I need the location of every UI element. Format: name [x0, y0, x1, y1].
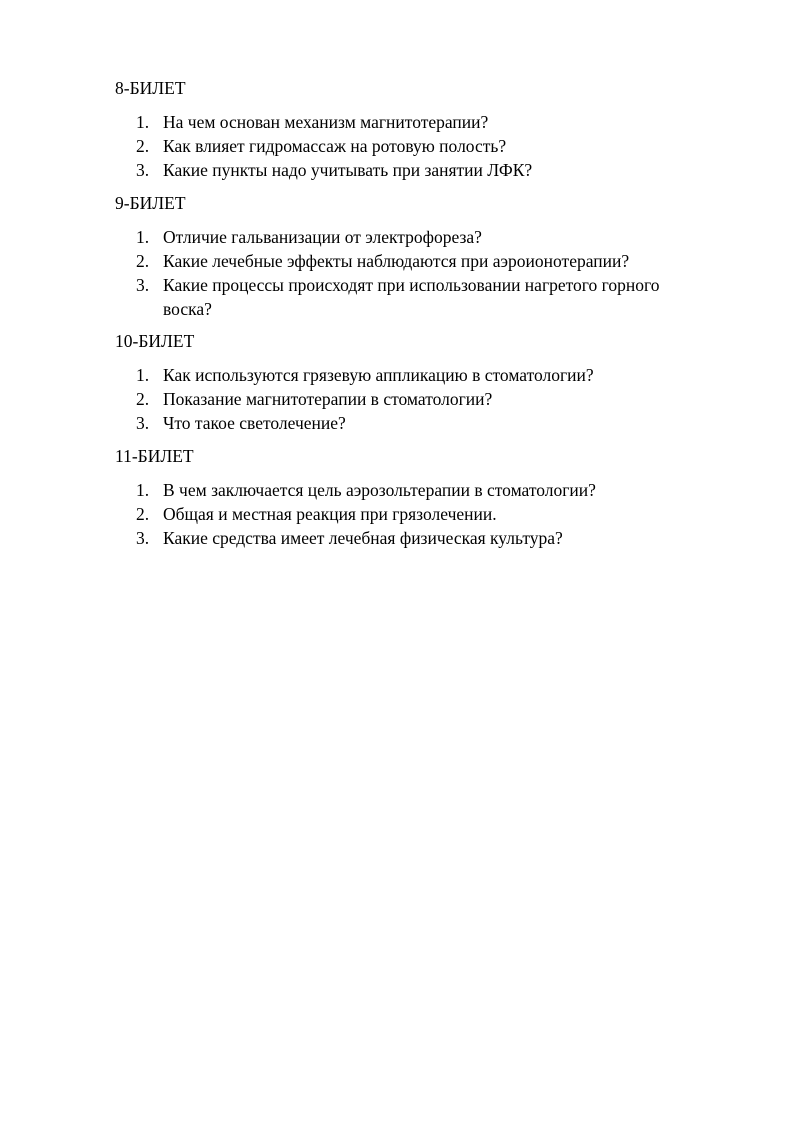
list-item	[0, 110, 800, 134]
question-list	[0, 110, 800, 182]
question-text: Отличие гальванизации от электрофореза?	[163, 227, 482, 247]
list-item	[0, 502, 800, 526]
question-number: 2.	[136, 389, 150, 409]
list-item	[0, 249, 800, 273]
question-number: 3.	[136, 275, 150, 295]
ticket-title: 11-БИЛЕТ	[115, 446, 194, 466]
question-number: 3.	[136, 160, 150, 180]
question-list	[0, 363, 800, 435]
list-item	[0, 387, 800, 411]
question-number: 3.	[136, 413, 150, 433]
question-text: Как используются грязевую аппликацию в стоматологии?	[163, 365, 594, 385]
question-text: Показание магнитотерапии в стоматологии?	[163, 389, 493, 409]
list-item	[0, 273, 800, 321]
ticket-title: 10-БИЛЕТ	[115, 331, 195, 351]
question-text: Как влияет гидромассаж на ротовую полость?	[163, 136, 507, 156]
question-text: Какие лечебные эффекты наблюдаются при аэроионотерапии?	[163, 251, 630, 271]
list-item	[0, 134, 800, 158]
ticket-title: 9-БИЛЕТ	[115, 193, 186, 213]
question-number: 1.	[136, 480, 150, 500]
list-item	[0, 411, 800, 435]
question-text: Какие пункты надо учитывать при занятии ЛФК?	[163, 160, 533, 180]
ticket-title: 8-БИЛЕТ	[115, 78, 186, 98]
question-number: 1.	[136, 365, 150, 385]
question-number: 2.	[136, 136, 150, 156]
question-list	[0, 478, 800, 550]
list-item	[0, 158, 800, 182]
question-text: Какие средства имеет лечебная физическая культура?	[163, 528, 563, 548]
question-number: 2.	[136, 504, 150, 524]
list-item	[0, 526, 800, 550]
question-number: 2.	[136, 251, 150, 271]
question-list	[0, 225, 800, 321]
question-number: 3.	[136, 528, 150, 548]
question-text: В чем заключается цель аэрозольтерапии в стоматологии?	[163, 480, 596, 500]
question-text: На чем основан механизм магнитотерапии?	[163, 112, 489, 132]
question-number: 1.	[136, 227, 150, 247]
list-item	[0, 478, 800, 502]
list-item	[0, 363, 800, 387]
question-number: 1.	[136, 112, 150, 132]
question-text: Какие процессы происходят при использовании нагретого горного воска?	[163, 275, 660, 319]
question-text: Общая и местная реакция при грязолечении.	[163, 504, 497, 524]
list-item	[0, 225, 800, 249]
question-text: Что такое светолечение?	[163, 413, 346, 433]
